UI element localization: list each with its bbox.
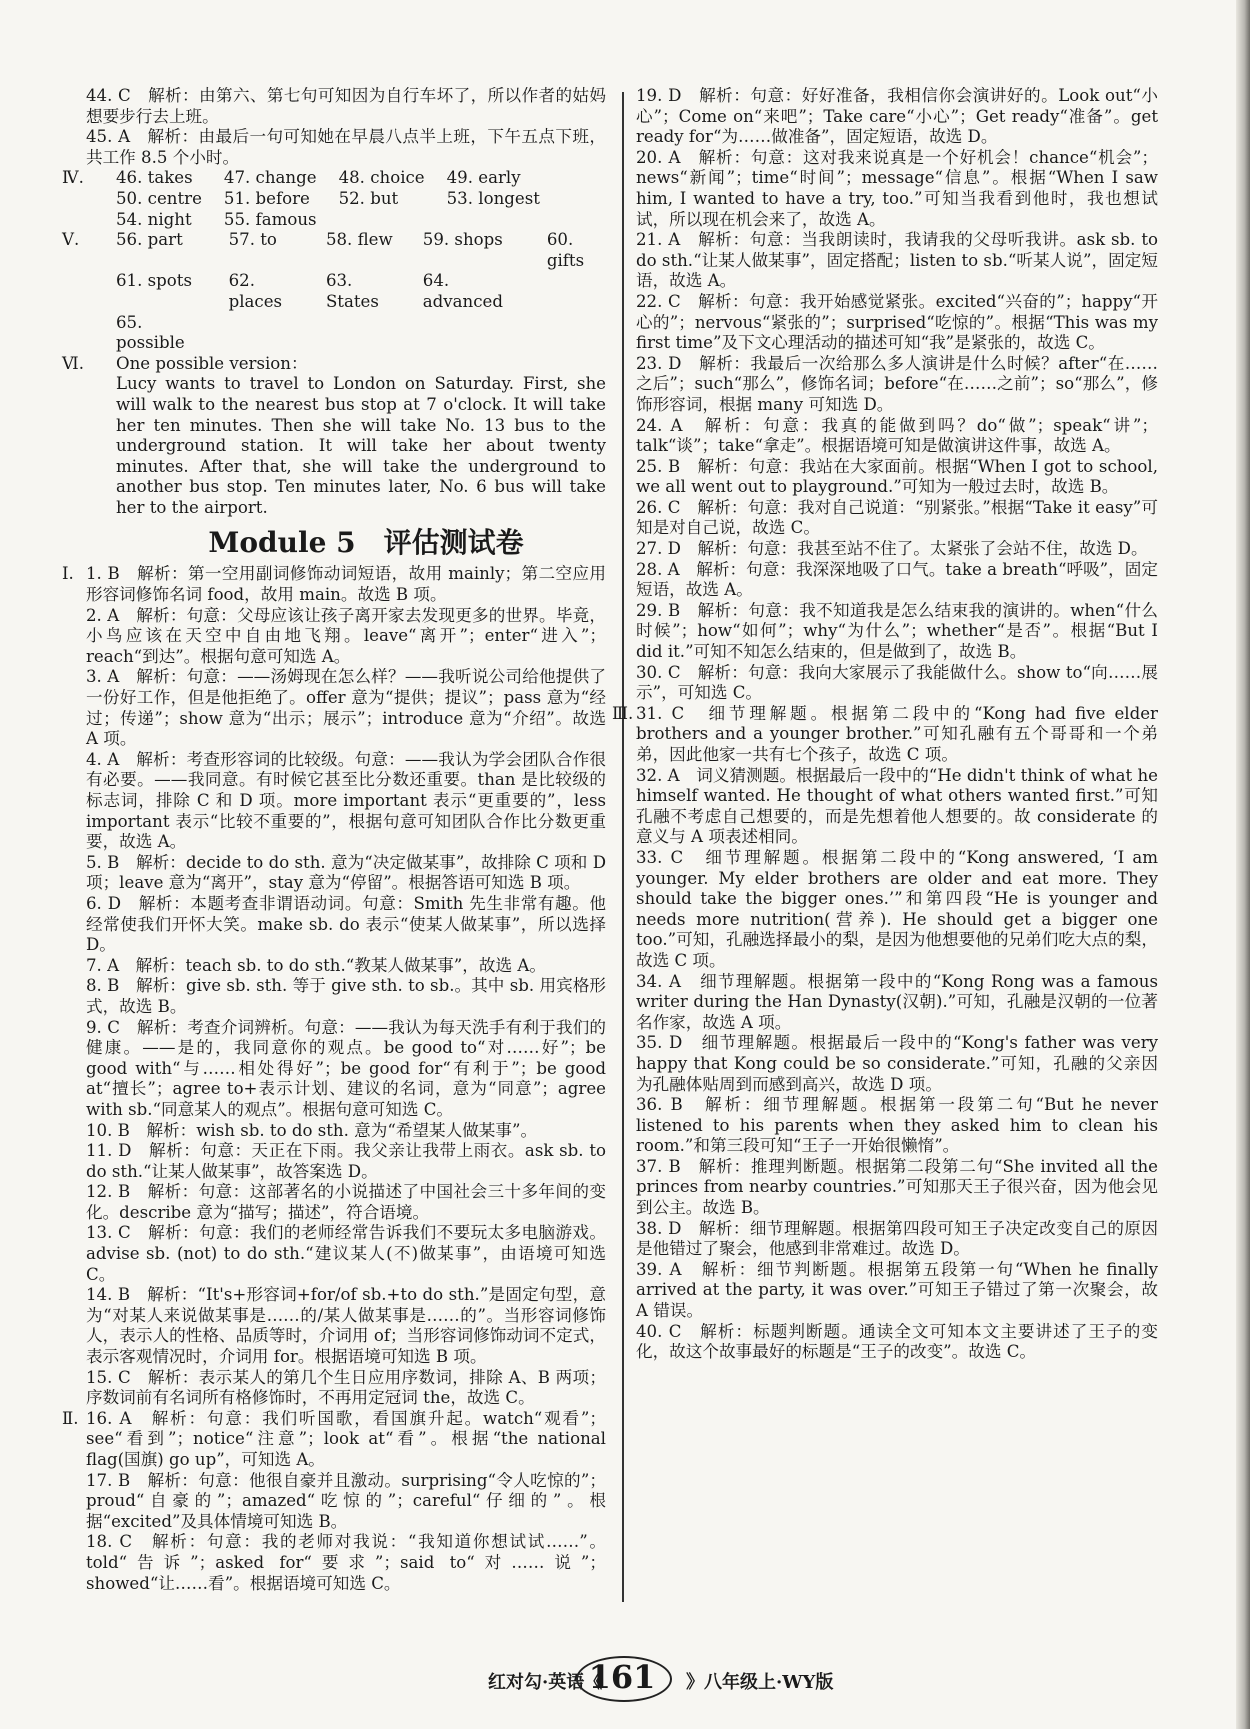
- answer-item: 12. B 解析：句意：这部著名的小说描述了中国社会三十多年间的变化。describe 意为“描写；描述”，符合语境。: [86, 1182, 606, 1222]
- section-label: Ⅱ.: [62, 1408, 79, 1428]
- answer-item: 18. C 解析：句意：我的老师对我说：“我知道你想试试……”。told“告诉”；asked for“要求”；said to“对……说”；showed“让……看”。根据语境可知选 C。: [86, 1532, 606, 1593]
- answer-item: 27. D 解析：句意：我甚至站不住了。太紧张了会站不住，故选 D。: [636, 539, 1148, 559]
- answer-item: 37. B 解析：推理判断题。根据第二段第二句“She invited all the princes from nearby countries.”可知那天王子很兴奋，因为他会见到公主。故选 B。: [636, 1156, 1158, 1218]
- answer-word: 61. spots: [116, 271, 192, 291]
- answer-word: [423, 313, 525, 354]
- section-i: [62, 564, 606, 1408]
- answer-item: 30. C 解析：句意：我向大家展示了我能做什么。show to“向……展示”，可知选 C。: [636, 662, 1158, 703]
- answer-item: 7. A 解析：teach sb. to do sth.“教某人做某事”，故选 A。: [86, 955, 546, 975]
- section-vi: [62, 353, 606, 519]
- answer-item: 11. D 解析：句意：天正在下雨。我父亲让我带上雨衣。ask sb. to do sth.“让某人做某事”，故答案选 D。: [86, 1141, 606, 1181]
- answer-item: 15. C 解析：表示某人的第几个生日应用序数词，排除 A、B 两项；序数词前有名词所有格修饰时，不再用定冠词 the，故选 C。: [86, 1367, 606, 1408]
- answer-item: 25. B 解析：句意：我站在大家面前。根据“When I got to school, we all went out to playground.”可知为一般过去时，故选 B。: [636, 456, 1158, 497]
- left-column: [62, 86, 606, 1594]
- answer-item: 40. C 解析：标题判断题。通读全文可知本文主要讲述了王子的变化，故这个故事最好的标题是“王子的改变”。故选 C。: [636, 1321, 1158, 1362]
- answer-word: 55. famous: [223, 209, 317, 229]
- answer-item: 24. A 解析：句意：我真的能做到吗？do“做”；speak“讲”；talk“谈”；take“拿走”。根据语境可知是做演讲这件事，故选 A。: [636, 415, 1158, 456]
- page-footer: [0, 1652, 1250, 1708]
- answer-item: 32. A 词义猜测题。根据最后一段中的“He didn't think of what he himself wanted. He thought of what others wanted first.”可知孔融不考虑自己想要的，而是先想着他人想要的。故 considerate 的意义与 A 项表述相同。: [636, 765, 1158, 847]
- answer-item: 44. C 解析：由第六、第七句可知因为自行车坏了，所以作者的姑妈想要步行去上班。: [86, 86, 606, 126]
- answer-item: 20. A 解析：句意：这对我来说真是一个好机会！chance“机会”；news“新闻”；time“时间”；message“信息”。根据“When I saw him, I wanted to have a try, too.”可知当我看到他时，我也想试试，所以现在机会来了，故选 A。: [636, 147, 1158, 229]
- answer-word: 47. change: [223, 168, 317, 188]
- answer-word: [547, 271, 606, 312]
- answer-word: 57. to: [228, 230, 277, 250]
- answer-word: [339, 210, 425, 231]
- answer-item: 2. A 解析：句意：父母应该让孩子离开家去发现更多的世界。毕竟，小鸟应该在天空中自由地飞翔。leave“离开”；enter“进入”；reach“到达”。根据句意可知选 A。: [86, 605, 606, 666]
- section-label: Ⅵ.: [62, 353, 84, 373]
- answer-word: 58. flew: [325, 230, 393, 250]
- section-label: Ⅳ.: [62, 168, 84, 188]
- answer-word: 49. early: [446, 168, 521, 188]
- answer-item: 38. D 解析：细节理解题。根据第四段可知王子决定改变自己的原因是他错过了聚会，他感到非常难过。故选 D。: [636, 1218, 1158, 1259]
- answer-item: 6. D 解析：本题考查非谓语动词。句意：Smith 先生非常有趣。他经常使我们开怀大笑。make sb. do 表示“使某人做某事”，所以选择 D。: [86, 893, 606, 955]
- module-title: Module 5 评估测试卷: [208, 526, 524, 560]
- answer-item: 36. B 解析：细节理解题。根据第一段第二句“But he never listened to his parents when they asked him to clean his room.”和第三段可知“王子一开始很懒惰”。: [636, 1095, 1158, 1156]
- answer-item: 39. A 解析：细节判断题。根据第五段第一句“When he finally arrived at the party, it was over.”可知王子错过了第一次聚会，故 A 错误。: [636, 1259, 1158, 1321]
- section-iii: [612, 703, 1158, 1363]
- answer-word: 59. shops: [422, 230, 503, 250]
- answer-item: 17. B 解析：句意：他很自豪并且激动。surprising“令人吃惊的”；proud“自豪的”；amazed“吃惊的”；careful“仔细的”。根据“excited”及具体情境可知选 B。: [86, 1470, 606, 1531]
- right-column: [612, 86, 1158, 1363]
- answer-item: 34. A 细节理解题。根据第一段中的“Kong Rong was a famous writer during the Han Dynasty(汉朝).”可知，孔融是汉朝的一位著名作家，故选 A 项。: [636, 971, 1158, 1032]
- footer-book-title: 红对勾·英语《: [488, 1672, 603, 1693]
- answer-item: 1. B 解析：第一空用副词修饰动词短语，故用 mainly；第二空应用形容词修饰名词 food，故用 main。故选 B 项。: [86, 564, 606, 605]
- answer-word: 63. States: [325, 271, 379, 311]
- answer-item: 21. A 解析：句意：当我朗读时，我请我的父母听我讲。ask sb. to do sth.“让某人做某事”，固定搭配；listen to sb.“听某人说”，固定短语，故选 A。: [636, 230, 1158, 291]
- answer-word: 56. part: [116, 230, 183, 250]
- answer-item: 45. A 解析：由最后一句可知她在早晨八点半上班，下午五点下班，共工作 8.5 个小时。: [86, 127, 606, 167]
- page-number: 161: [588, 1658, 656, 1696]
- answer-item: 3. A 解析：句意：——汤姆现在怎么样？——我听说公司给他提供了一份好工作，但是他拒绝了。offer 意为“提供；提议”；pass 意为“经过；传递”；show 意为“出示；展示”；introduce 意为“介绍”。故选 A 项。: [86, 667, 606, 749]
- section-label: Ⅲ.: [612, 703, 634, 723]
- answer-item: 8. B 解析：give sb. sth. 等于 give sth. to sb.。其中 sb. 用宾格形式，故选 B。: [86, 976, 606, 1016]
- section-label: Ⅰ.: [62, 564, 74, 584]
- section-v: [62, 230, 606, 354]
- answer-word: 65. possible: [116, 312, 185, 353]
- answer-word: 46. takes: [116, 168, 193, 188]
- answer-item: 29. B 解析：句意：我不知道我是怎么结束我的演讲的。when“什么时候”；how“如何”；why“为什么”；whether“是否”。根据“But I did it.”可知不知怎么结束的，但是做到了，故选 B。: [636, 600, 1158, 662]
- answer-word: [229, 313, 304, 354]
- answer-word: [447, 210, 540, 231]
- answer-item: 33. C 细节理解题。根据第二段中的“Kong answered, ‘I am younger. My elder brothers are older and eat more. They should take the bigger ones.’”和第四段“He is younger and needs more nutrition(营养). He should get a bigger one too.”可知，孔融选择最小的梨，是因为他想要他的兄弟们吃大点的梨，故选 C 项。: [636, 847, 1158, 970]
- essay-body: Lucy wants to travel to London on Saturday. First, she will walk to the nearest bus stop at 7 o'clock. It will take her ten minutes. Then she will take No. 13 bus to the underground station. It will take her about twenty minutes. After that, she will take the underground to another bus stop. Ten minutes later, No. 6 bus will take her to the airport.: [116, 374, 606, 517]
- section-ii: [62, 1408, 606, 1594]
- answer-item: 23. D 解析：我最后一次给那么多人演讲是什么时候？after“在……之后”；such“那么”，修饰名词；before“在……之前”；so“那么”，修饰形容词，根据 many 可知选 D。: [636, 353, 1158, 414]
- answer-item: 28. A 解析：句意：我深深地吸了口气。take a breath“呼吸”，固定短语，故选 A。: [636, 559, 1158, 600]
- answer-item: 19. D 解析：句意：好好准备，我相信你会演讲好的。Look out“小心”；Come on“来吧”；Take care“小心”；Get ready“准备”。get ready for“为……做准备”，固定短语，故选 D。: [636, 86, 1158, 147]
- page-edge-shadow: [1236, 0, 1250, 1729]
- answer-item: 31. C 细节理解题。根据第二段中的“Kong had five elder brothers and a younger brother.”可知孔融有五个哥哥和一个弟弟，因此他家一共有七个孩子，故选 C 项。: [636, 703, 1158, 764]
- word-grid: [86, 168, 606, 230]
- answer-word: 52. but: [338, 188, 399, 208]
- answer-item: 26. C 解析：句意：我对自己说道：“别紧张。”根据“Take it easy”可知是对自己说，故选 C。: [636, 497, 1158, 538]
- section-label: Ⅴ.: [62, 230, 80, 250]
- answer-word: 53. longest: [446, 188, 540, 208]
- answer-item: 10. B 解析：wish sb. to do sth. 意为“希望某人做某事”。: [86, 1120, 538, 1140]
- answer-item: 16. A 解析：句意：我们听国歌，看国旗升起。watch“观看”；see“看到”；notice“注意”；look at“看”。根据“the national flag(国旗) go up”，可知选 A。: [86, 1408, 606, 1469]
- footer-grade: 》八年级上·WY版: [686, 1672, 834, 1693]
- essay-heading: One possible version：: [116, 353, 308, 373]
- answer-word: 64. advanced: [422, 271, 503, 311]
- answer-word: 62. places: [228, 271, 283, 311]
- answer-item: 22. C 解析：句意：我开始感觉紧张。excited“兴奋的”；happy“开心的”；nervous“紧张的”；surprised“吃惊的”。根据“This was my first time”及下文心理活动的描述可知“我”是紧张的，故选 C。: [636, 291, 1158, 353]
- answer-item: 9. C 解析：考查介词辨析。句意：——我认为每天洗手有利于我们的健康。——是的，我同意你的观点。be good to“对……好”；be good with“与……相处得好”；be good for“有利于”；be good at“擅长”；agree to+表示计划、建议的名词，意为“同意”；agree with sb.“同意某人的观点”。根据句意可知选 C。: [86, 1017, 606, 1119]
- answer-item: 5. B 解析：decide to do sth. 意为“决定做某事”，故排除 C 项和 D 项；leave 意为“离开”，stay 意为“停留”。根据答语可知选 B 项。: [86, 852, 606, 893]
- answer-word: 48. choice: [338, 168, 425, 188]
- answer-word: 60. gifts: [546, 230, 585, 270]
- section-iv: [62, 168, 606, 230]
- answer-word: 51. before: [223, 188, 310, 208]
- column-divider: [622, 92, 624, 1602]
- answer-item: 35. D 细节理解题。根据最后一段中的“Kong's father was very happy that Kong could be so considerate.”可知，孔融的父亲因为孔融体贴周到而感到高兴，故选 D 项。: [636, 1033, 1158, 1094]
- answer-word: [547, 313, 606, 354]
- answer-word: [326, 313, 401, 354]
- answer-item: 14. B 解析：“It's+形容词+for/of sb.+to do sth.”是固定句型，意为“对某人来说做某事是……的/某人做某事是……的”。当形容词修饰人，表示人的性格、品质等时，介词用 of；当形容词修饰动词不定式，表示客观情况时，介词用 for。根据语境可知选 B 项。: [86, 1285, 606, 1367]
- answer-item: 13. C 解析：句意：我们的老师经常告诉我们不要玩太多电脑游戏。advise sb. (not) to do sth.“建议某人(不)做某事”，由语境可知选 C。: [86, 1223, 606, 1284]
- word-grid: [86, 230, 606, 354]
- answer-item: 4. A 解析：考查形容词的比较级。句意：——我认为学会团队合作很有必要。——我同意。有时候它甚至比分数还重要。than 是比较级的标志词，排除 C 和 D 项。more important 表示“更重要的”，less important 表示“比较不重要的”，根据句意可知团队合作比分数更重要，故选 A。: [86, 749, 606, 852]
- answer-word: 54. night: [116, 209, 192, 229]
- answer-word: 50. centre: [116, 188, 202, 208]
